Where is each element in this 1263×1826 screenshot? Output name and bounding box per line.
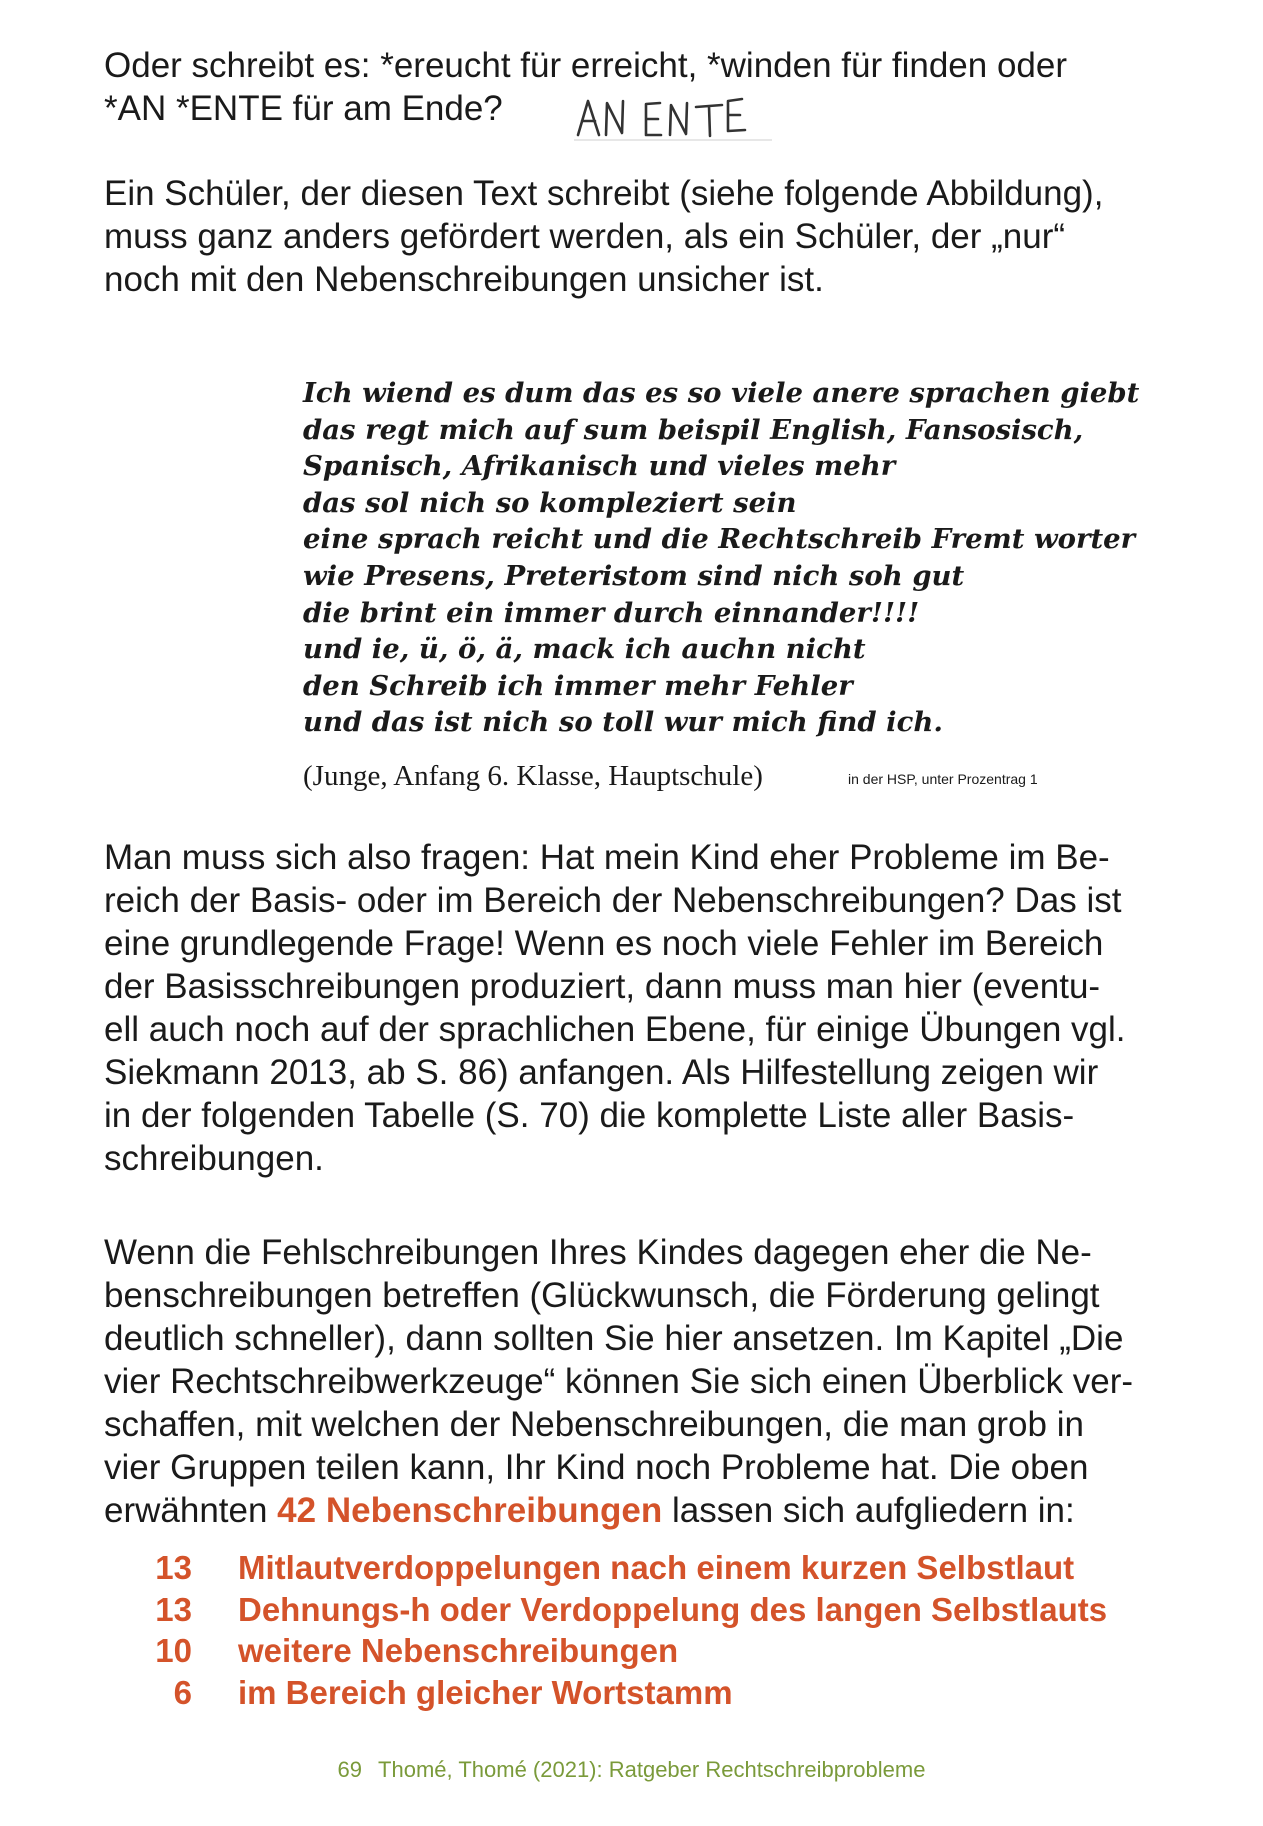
handwriting-sample-image	[572, 93, 792, 143]
text-line: ell auch noch auf der sprachlichen Ebene, für einige Übungen vgl.	[104, 1010, 1126, 1049]
figure-line: und das ist nich so toll wur mich find ich.	[303, 706, 943, 739]
figure-line: und ie, ü, ö, ä, mack ich auchn nicht	[303, 633, 866, 666]
student-text-figure	[303, 375, 1140, 741]
list-item-count: 10	[155, 1632, 192, 1669]
text-line: noch mit den Nebenschreibungen unsicher ist.	[104, 260, 824, 299]
text-line: schaffen, mit welchen der Nebenschreibungen, die man grob in	[104, 1405, 1084, 1444]
text-line: deutlich schneller), dann sollten Sie hier ansetzen. Im Kapitel „Die	[104, 1319, 1124, 1358]
figure-line: das regt mich auf sum beispil English, Fansosisch,	[303, 413, 1084, 446]
figure-line: Ich wiend es dum das es so viele anere sprachen giebt	[303, 377, 1140, 409]
page-footer	[0, 1757, 1263, 1783]
nebenschreibungen-list	[104, 1547, 1194, 1713]
figure-line: wie Presens, Preteristom sind nich soh gut	[303, 559, 965, 592]
list-item	[104, 1630, 1194, 1672]
footer-citation: Thomé, Thomé (2021): Ratgeber Rechtschreibprobleme	[378, 1757, 926, 1782]
paragraph-nebenschreibungen	[104, 1231, 1194, 1532]
text-line: muss ganz anders gefördert werden, als ein Schüler, der „nur“	[104, 217, 1066, 256]
text-line: Man muss sich also fragen: Hat mein Kind eher Probleme im Be-	[104, 838, 1110, 877]
text-line: Oder schreibt es: *ereucht für erreicht, *winden für finden oder	[104, 46, 1067, 85]
figure-line: den Schreib ich immer mehr Fehler	[303, 669, 853, 702]
list-item	[104, 1547, 1194, 1589]
text-line: Ein Schüler, der diesen Text schreibt (siehe folgende Abbildung),	[104, 174, 1104, 213]
paragraph-student-text-intro	[104, 172, 1194, 301]
text-line: *AN *ENTE für am Ende?	[104, 89, 503, 128]
text-line: vier Gruppen teilen kann, Ihr Kind noch Probleme hat. Die oben	[104, 1448, 1089, 1487]
highlight-42-nebenschreibungen: 42 Nebenschreibungen	[277, 1491, 663, 1530]
page-number: 69	[337, 1757, 363, 1782]
text-line: eine grundlegende Frage! Wenn es noch viele Fehler im Bereich	[104, 924, 1104, 963]
text-segment: erwähnten	[104, 1491, 278, 1530]
list-item-label: im Bereich gleicher Wortstamm	[238, 1673, 733, 1711]
list-item-label: weitere Nebenschreibungen	[238, 1632, 679, 1669]
text-line	[104, 1489, 1194, 1532]
figure-line: die brint ein immer durch einnander!!!!	[303, 596, 920, 629]
text-segment: lassen sich aufgliedern in:	[662, 1491, 1075, 1530]
text-line: reich der Basis- oder im Bereich der Nebenschreibungen? Das ist	[104, 881, 1122, 920]
text-line: der Basisschreibungen produziert, dann muss man hier (eventu-	[104, 967, 1101, 1006]
list-item-count: 6	[173, 1673, 192, 1711]
text-line: vier Rechtschreibwerkzeuge“ können Sie sich einen Überblick ver-	[104, 1362, 1134, 1401]
list-item	[104, 1589, 1194, 1631]
text-line: Siekmann 2013, ab S. 86) anfangen. Als Hilfestellung zeigen wir	[104, 1053, 1099, 1092]
list-item-count: 13	[155, 1549, 192, 1586]
figure-caption-note: in der HSP, unter Prozentrag 1	[848, 771, 1038, 787]
text-line: benschreibungen betreffen (Glückwunsch, die Förderung gelingt	[104, 1276, 1100, 1315]
list-item-label: Mitlautverdoppelungen nach einem kurzen Selbstlaut	[238, 1549, 1075, 1586]
text-line: in der folgenden Tabelle (S. 70) die komplette Liste aller Basis-	[104, 1096, 1075, 1135]
figure-line: Spanisch, Afrikanisch und vieles mehr	[303, 450, 896, 483]
text-line: Wenn die Fehlschreibungen Ihres Kindes dagegen eher die Ne-	[104, 1233, 1092, 1272]
figure-caption: (Junge, Anfang 6. Klasse, Hauptschule)	[303, 760, 763, 792]
list-item-label: Dehnungs-h oder Verdoppelung des langen Selbstlauts	[238, 1590, 1108, 1628]
figure-line: eine sprach reicht und die Rechtschreib Fremt worter	[303, 523, 1136, 556]
figure-line: das sol nich so kompleziert sein	[303, 486, 797, 519]
list-item	[104, 1672, 1194, 1714]
paragraph-basis-question	[104, 836, 1194, 1180]
text-line: schreibungen.	[104, 1139, 324, 1178]
list-item-count: 13	[155, 1590, 192, 1628]
